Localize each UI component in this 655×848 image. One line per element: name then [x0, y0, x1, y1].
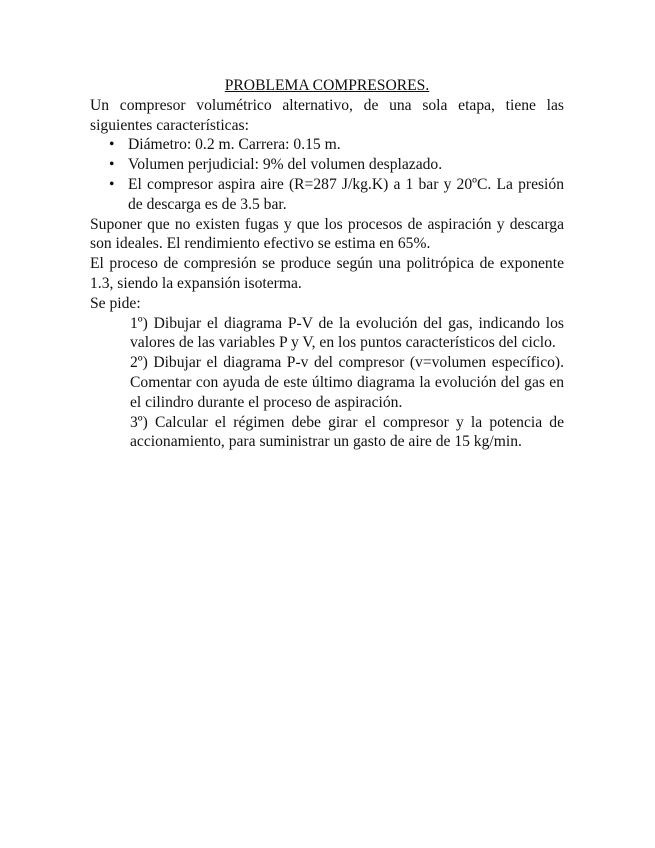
feature-text: Volumen perjudicial: 9% del volumen desplazado.: [128, 156, 443, 174]
bullet-icon: •: [109, 136, 115, 154]
process-paragraph: El proceso de compresión se produce según una politrópica de exponente 1.3, siendo la expansión isoterma.: [90, 255, 564, 292]
question-item: 3º) Calcular el régimen debe girar el compresor y la potencia de accionamiento, para suministrar un gasto de aire de 15 kg/min.: [130, 413, 564, 451]
feature-text: El compresor aspira aire (R=287 J/kg.K) a 1 bar y 20ºC. La presión de descarga es de 3.5 bar.: [128, 175, 564, 213]
list-item: [109, 135, 564, 155]
assumptions-paragraph: Suponer que no existen fugas y que los procesos de aspiración y descarga son ideales. El rendimiento efectivo se estima en 65%.: [90, 215, 564, 253]
question-item: 2º) Dibujar el diagrama P-v del compresor (v=volumen específico). Comentar con ayuda de este último diagrama la evolución del gas en el cilindro durante el proceso de aspiración.: [130, 354, 564, 411]
question-item: 1º) Dibujar el diagrama P-V de la evolución del gas, indicando los valores de las variables P y V, en los puntos característicos del ciclo.: [130, 314, 564, 352]
bullet-icon: •: [109, 156, 115, 174]
features-list: [90, 135, 564, 214]
questions-list: [90, 314, 564, 453]
feature-text: Diámetro: 0.2 m. Carrera: 0.15 m.: [128, 136, 341, 154]
intro-paragraph: Un compresor volumétrico alternativo, de una sola etapa, tiene las siguientes características:: [90, 96, 564, 134]
asks-label: Se pide:: [90, 294, 141, 312]
bullet-icon: •: [109, 175, 115, 193]
list-item: [109, 155, 564, 175]
document-page: [90, 76, 564, 452]
list-item: [109, 175, 564, 215]
document-title: PROBLEMA COMPRESORES.: [224, 77, 430, 94]
